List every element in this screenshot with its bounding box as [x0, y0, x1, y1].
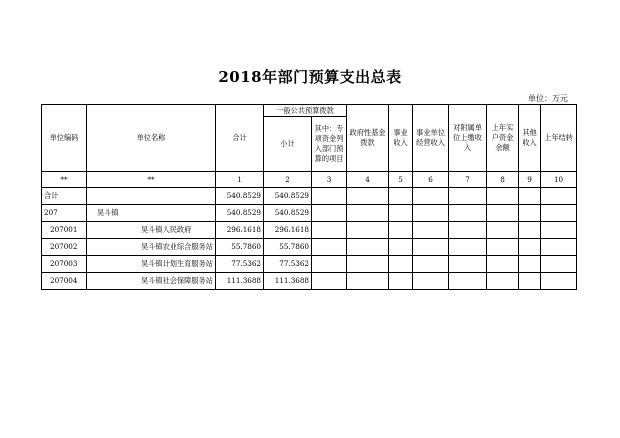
row-total: 540.8529 [216, 205, 264, 222]
index-row [42, 172, 577, 188]
row-code: 207004 [42, 273, 87, 290]
header-unit-name: 单位名称 [87, 105, 216, 172]
row-code: 207001 [42, 222, 87, 239]
table-row [42, 222, 577, 239]
header-unit-code: 单位编码 [42, 105, 87, 172]
index-cell: 7 [449, 172, 487, 188]
row-subtotal: 111.3688 [264, 273, 312, 290]
index-cell: 1 [216, 172, 264, 188]
row-total: 540.8529 [216, 188, 264, 205]
budget-table [41, 104, 577, 290]
row-code: 207002 [42, 239, 87, 256]
row-total: 111.3688 [216, 273, 264, 290]
row-total: 77.5362 [216, 256, 264, 273]
header-gov-fund: 政府性基金拨款 [347, 105, 389, 172]
row-total: 55.7860 [216, 239, 264, 256]
index-cell: 10 [541, 172, 577, 188]
table-row [42, 188, 577, 205]
header-affiliated-income: 对附属单位上缴收入 [449, 105, 487, 172]
index-cell: 8 [487, 172, 519, 188]
row-name: 昊斗镇人民政府 [87, 222, 216, 239]
row-total: 296.1618 [216, 222, 264, 239]
table-row [42, 205, 577, 222]
row-name: 昊斗镇社会保障服务站 [87, 273, 216, 290]
unit-label: 单位：万元 [528, 94, 568, 103]
row-code: 207003 [42, 256, 87, 273]
row-subtotal: 540.8529 [264, 188, 312, 205]
index-cell: 4 [347, 172, 389, 188]
row-subtotal: 77.5362 [264, 256, 312, 273]
index-cell: 3 [312, 172, 347, 188]
header-subtotal: 小计 [264, 117, 312, 172]
header-general-budget: 一般公共预算拨款 [264, 105, 347, 117]
row-name: 昊斗镇 [87, 205, 216, 222]
index-cell: 2 [264, 172, 312, 188]
header-business-income: 事业收入 [389, 105, 413, 172]
row-subtotal: 296.1618 [264, 222, 312, 239]
header-other-income: 其他收入 [519, 105, 541, 172]
index-cell: ** [87, 172, 216, 188]
index-cell: 5 [389, 172, 413, 188]
row-name: 昊斗镇计划生育服务站 [87, 256, 216, 273]
row-subtotal: 540.8529 [264, 205, 312, 222]
index-cell: 9 [519, 172, 541, 188]
index-cell: ** [42, 172, 87, 188]
row-code: 合计 [42, 188, 87, 205]
row-subtotal: 55.7860 [264, 239, 312, 256]
header-total: 合计 [216, 105, 264, 172]
table-row [42, 239, 577, 256]
index-cell: 6 [413, 172, 449, 188]
row-code: 207 [42, 205, 87, 222]
row-name: 昊斗镇农业综合服务站 [87, 239, 216, 256]
header-special-items: 其中：专项资金列入部门预算的项目 [312, 117, 347, 172]
page-title: 2018年部门预算支出总表 [218, 68, 402, 86]
table-row [42, 256, 577, 273]
table-row [42, 273, 577, 290]
row-name [87, 188, 216, 205]
header-business-unit-income: 事业单位经营收入 [413, 105, 449, 172]
header-prior-year-funds: 上年实户资金余额 [487, 105, 519, 172]
header-carryover: 上年结转 [541, 105, 577, 172]
